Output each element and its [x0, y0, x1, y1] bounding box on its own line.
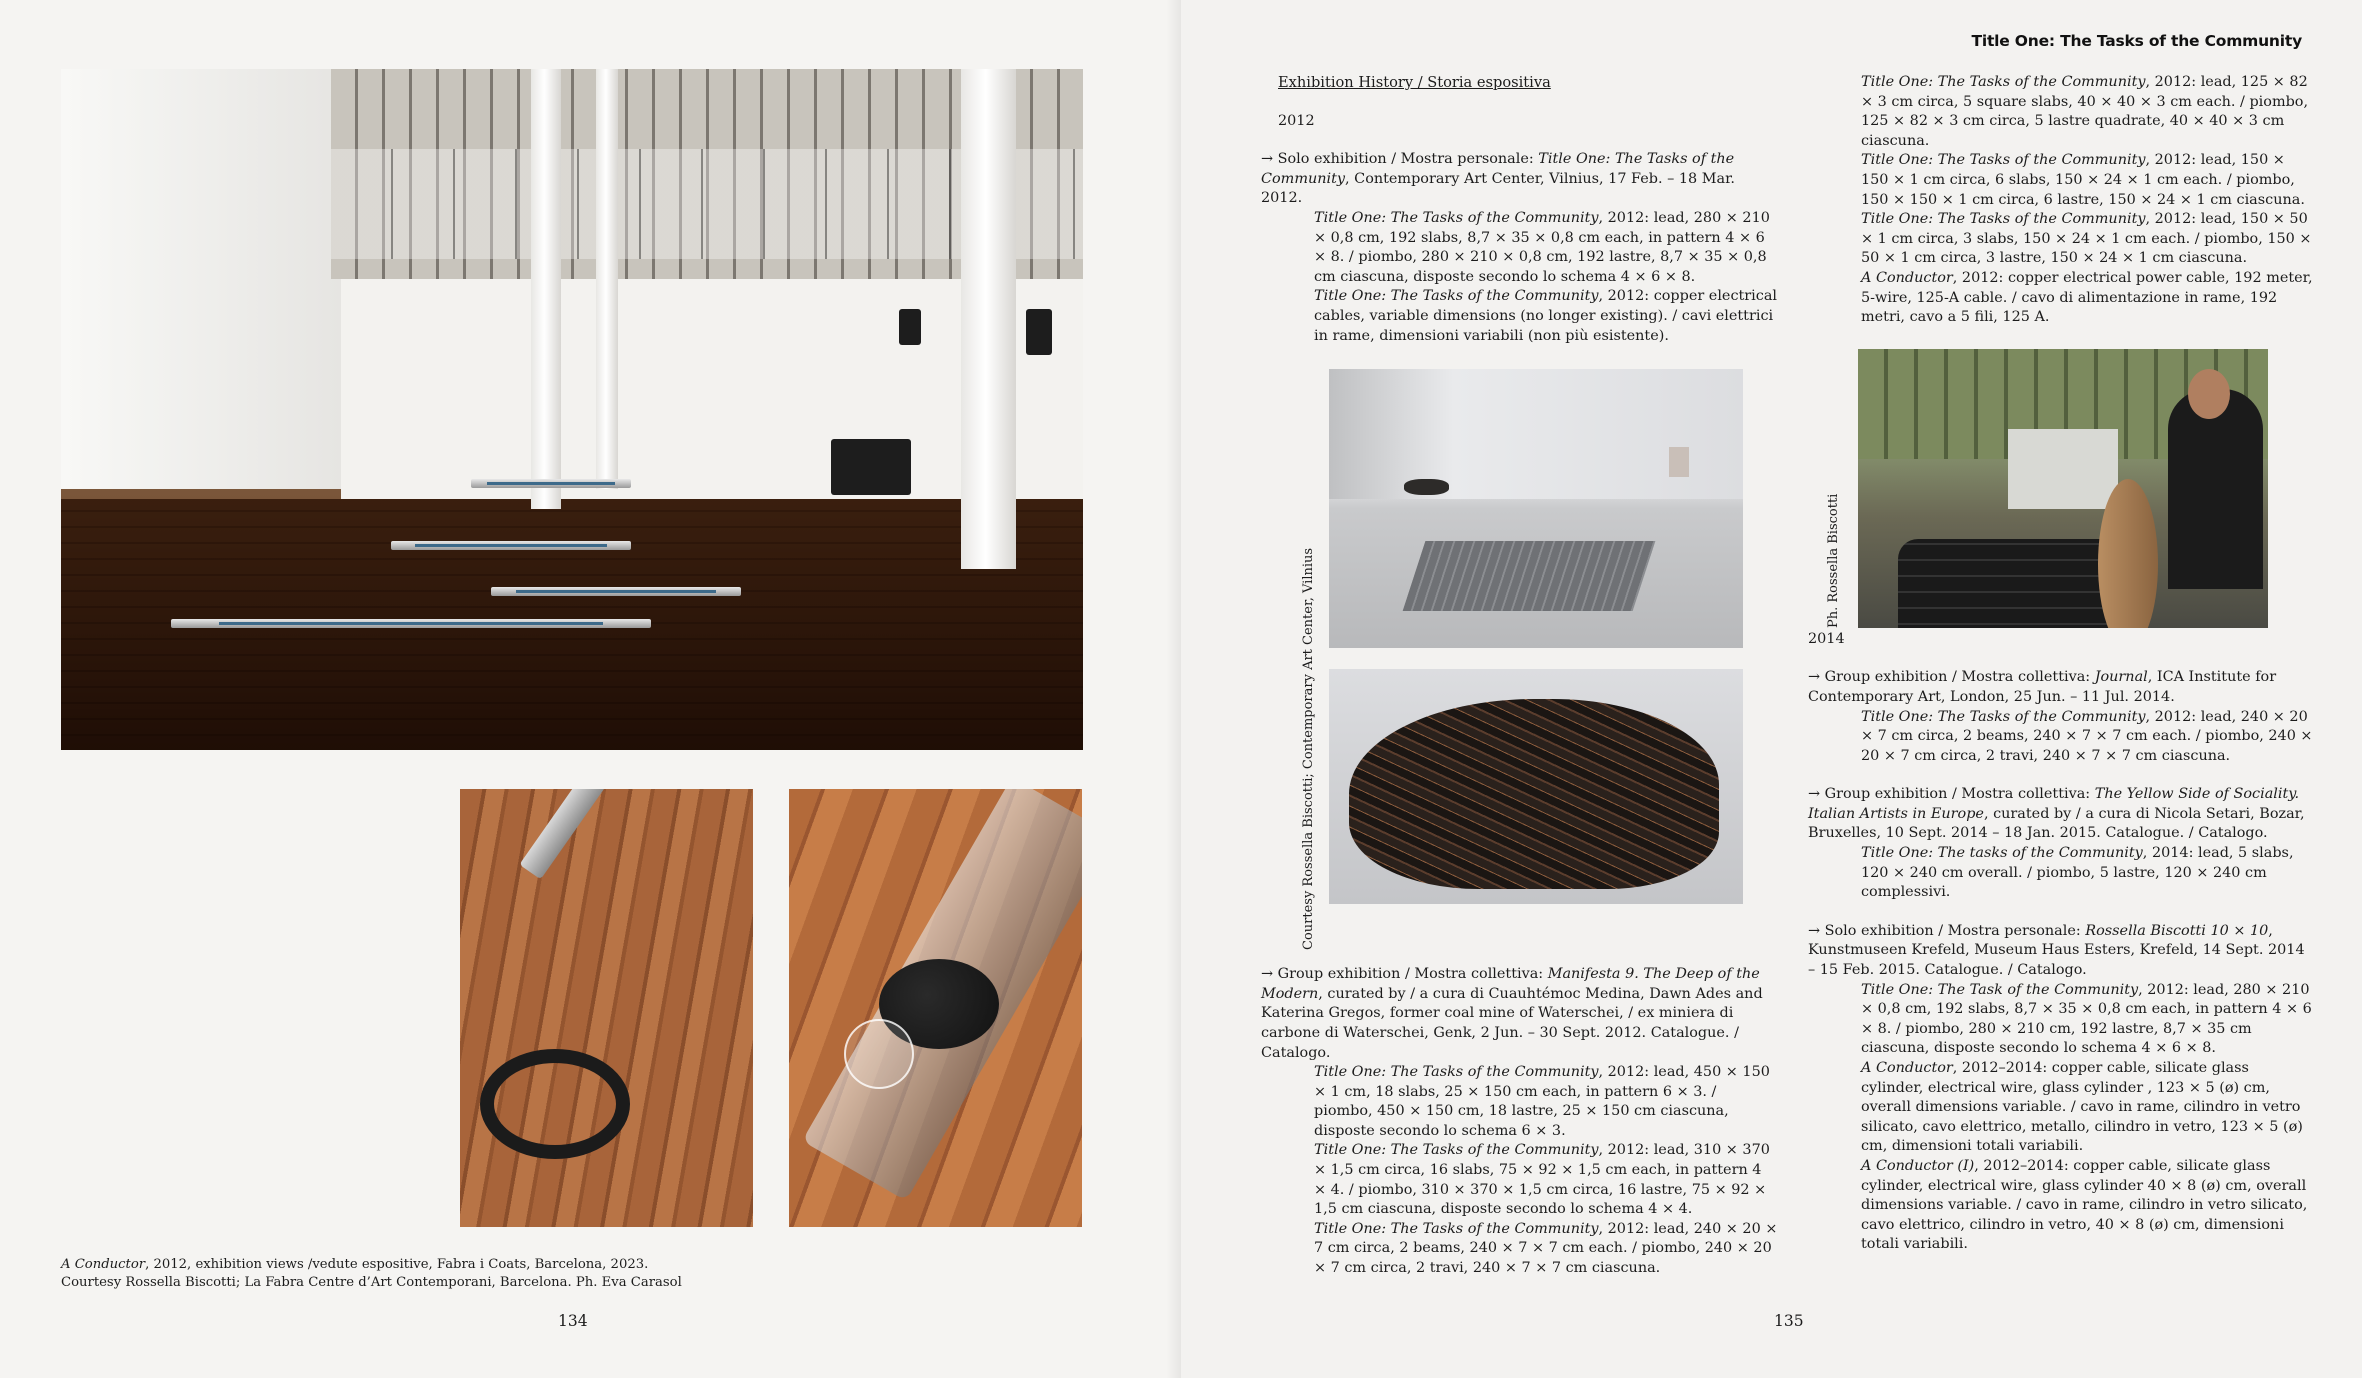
work-item: Title One: The Tasks of the Community, 2012: copper electrical cables, variable dimensions (no longer existing). / cavi elettrici in rame, dimensioni variabili (non più esistente). — [1314, 288, 1778, 344]
page-number-right: 135 — [1774, 1312, 1804, 1330]
work-item: A Conductor, 2012: copper electrical power cable, 192 meter, 5-wire, 125-A cable. / cavo di alimentazione in rame, 192 metri, cavo a 5 fili, 125 A. — [1861, 269, 2313, 326]
vilnius-photo-credit: Courtesy Rossella Biscotti; Contemporary Art Center, Vilnius — [1301, 547, 1316, 950]
vilnius-installation-photo — [1329, 369, 1743, 648]
cable-detail-photo-1 — [460, 789, 753, 1227]
left-photo-caption: A Conductor, 2012, exhibition views /vedute espositive, Fabra i Coats, Barcelona, 2023. Courtesy Rossella Biscotti; La Fabra Centre d’Art Contemporani, Barcelona. Ph. Eva Carasol — [61, 1257, 682, 1290]
cable-pile-photo — [1329, 669, 1743, 904]
cable-detail-photo-2 — [789, 789, 1082, 1227]
genk-photo-credit: Ph. Rossella Biscotti — [1826, 493, 1841, 628]
genk-coal-mine-photo — [1858, 349, 2268, 628]
work-item: Title One: The Tasks of the Community, 2012: lead, 240 × 20 × 7 cm circa, 2 beams, 240 × 7 × 7 cm each. / piombo, 240 × 20 × 7 cm circa, 2 travi, 240 × 7 × 7 cm ciascuna. — [1314, 1220, 1778, 1277]
entry-journal: → Group exhibition / Mostra collettiva: Journal, ICA Institute for Contemporary Art, London, 25 Jun. – 11 Jul. 2014. Title One: The Tasks of the Community, 2012: lead, 240 × 20 × 7 cm circa, 2 beams, 240 × 7 × 7 cm each. / piombo, 240 × 20 × 7 cm circa, 2 travi, 240 × 7 × 7 cm ciascuna. — [1808, 668, 2313, 766]
work-item: Title One: The Tasks of the Community, 2012: lead, 150 × 150 × 1 cm circa, 6 slabs, 150 × 24 × 1 cm each. / piombo, 150 × 150 × 1 cm circa, 6 lastre, 150 × 24 × 1 cm ciascuna. — [1861, 152, 2305, 208]
year-heading-2014: 2014 — [1808, 630, 1845, 647]
year-heading-2012: 2012 — [1278, 112, 1315, 129]
section-heading: Exhibition History / Storia espositiva — [1278, 74, 1551, 91]
entry-vilnius: → Solo exhibition / Mostra personale: Title One: The Tasks of the Community, Contemporary Art Center, Vilnius, 17 Feb. – 18 Mar. 2012. Title One: The Tasks of the Community, 2012: lead, 280 × 210 × 0,8 cm, 192 slabs, 8,7 × 35 × 0,8 cm each, in pattern 4 × 6 × 8. / piombo, 280 × 210 × 0,8 cm, 192 lastre, 8,7 × 35 × 0,8 cm ciascuna, disposte secondo lo schema 4 × 6 × 8. Title One: The Tasks of the Community, 2012: copper electrical cables, variable dimensions (no longer existing). / cavi elettrici in rame, dimensioni variabili (non più esistente). — [1261, 150, 1778, 346]
exhibition-view-photo — [61, 69, 1083, 750]
work-item: Title One: The tasks of the Community, 2014: lead, 5 slabs, 120 × 240 cm overall. / piombo, 5 lastre, 120 × 240 cm complessivi. — [1861, 845, 2294, 901]
page-number-left: 134 — [558, 1312, 588, 1330]
work-item: Title One: The Tasks of the Community, 2012: lead, 150 × 50 × 1 cm circa, 3 slabs, 150 × 24 × 1 cm each. / piombo, 150 × 50 × 1 cm circa, 3 lastre, 150 × 24 × 1 cm ciascuna. — [1861, 211, 2312, 267]
work-item: Title One: The Tasks of the Community, 2012: lead, 125 × 82 × 3 cm circa, 5 square slabs, 40 × 40 × 3 cm each. / piombo, 125 × 82 × 3 cm circa, 5 lastre quadrate, 40 × 40 × 3 cm ciascuna. — [1861, 74, 2309, 149]
work-item: Title One: The Tasks of the Community, 2012: lead, 450 × 150 × 1 cm, 18 slabs, 25 × 150 cm each, in pattern 6 × 3. / piombo, 450 × 150 cm, 18 lastre, 25 × 150 cm ciascuna, disposte secondo lo schema 6 × 3. — [1314, 1064, 1770, 1139]
work-item: Title One: The Tasks of the Community, 2012: lead, 240 × 20 × 7 cm circa, 2 beams, 240 × 7 × 7 cm each. / piombo, 240 × 20 × 7 cm circa, 2 travi, 240 × 7 × 7 cm ciascuna. — [1861, 708, 2313, 764]
work-item: Title One: The Task of the Community, 2012: lead, 280 × 210 × 0,8 cm, 192 slabs, 8,7 × 35 × 0,8 cm each, in pattern 4 × 6 × 8. / piombo, 280 × 210 cm, 192 lastre, 8,7 × 35 cm ciascuna, disposte secondo lo schema 4 × 6 × 8. — [1861, 981, 2312, 1057]
entry-yellow-side: → Group exhibition / Mostra collettiva: The Yellow Side of Sociality. Italian Artists in Europe, curated by / a cura di Nicola Setari, Bozar, Bruxelles, 10 Sept. 2014 – 18 Jan. 2015. Catalogue. / Catalogo. Title One: The tasks of the Community, 2014: lead, 5 slabs, 120 × 240 cm overall. / piombo, 5 lastre, 120 × 240 cm complessivi. — [1808, 785, 2313, 903]
entry-manifesta: → Group exhibition / Mostra collettiva: Manifesta 9. The Deep of the Modern, curated by / a cura di Cuauhtémoc Medina, Dawn Ades and Katerina Gregos, former coal mine of Waterschei, / ex miniera di carbone di Waterschei, Genk, 2 Jun. – 30 Sept. 2012. Catalogue. / Catalogo. Title One: The Tasks of the Community, 2012: lead, 450 × 150 × 1 cm, 18 slabs, 25 × 150 cm each, in pattern 6 × 3. / piombo, 450 × 150 cm, 18 lastre, 25 × 150 cm ciascuna, disposte secondo lo schema 6 × 3. Title One: The Tasks of the Community, 2012: lead, 310 × 370 × 1,5 cm circa, 16 slabs, 75 × 92 × 1,5 cm each, in pattern 4 × 4. / piombo, 310 × 370 × 1,5 cm circa, 16 lastre, 75 × 92 × 1,5 cm ciascuna, disposte secondo lo schema 4 × 4. Title One: The Tasks of the Community, 2012: lead, 240 × 20 × 7 cm circa, 2 beams, 240 × 7 × 7 cm each. / piombo, 240 × 20 × 7 cm circa, 2 travi, 240 × 7 × 7 cm ciascuna. — [1261, 965, 1778, 1279]
running-head: Title One: The Tasks of the Community — [1971, 32, 2302, 50]
entry-krefeld: → Solo exhibition / Mostra personale: Rossella Biscotti 10 × 10, Kunstmuseen Krefeld, Museum Haus Esters, Krefeld, 14 Sept. 2014 – 15 Feb. 2015. Catalogue. / Catalogo. Title One: The Task of the Community, 2012: lead, 280 × 210 × 0,8 cm, 192 slabs, 8,7 × 35 × 0,8 cm each, in pattern 4 × 6 × 8. / piombo, 280 × 210 cm, 192 lastre, 8,7 × 35 cm ciascuna, disposte secondo lo schema 4 × 6 × 8. A Conductor, 2012–2014: copper cable, silicate glass cylinder, electrical wire, glass cylinder , 123 × 5 (ø) cm, overall dimensions variable. / cavo in rame, cilindro in vetro silicato, cavo elettrico, metallo, cilindro in vetro, 123 × 5 (ø) cm, dimensioni totali variabili. A Conductor (I), 2012–2014: copper cable, silicate glass cylinder, electrical wire, glass cylinder 40 × 8 (ø) cm, overall dimensions variable. / cavo in rame, cilindro in vetro silicato, cavo elettrico, cilindro in vetro, 40 × 8 (ø) cm, dimensioni totali variabili. — [1808, 922, 2313, 1255]
history-column-2 — [1808, 73, 2313, 1274]
work-item: Title One: The Tasks of the Community, 2012: lead, 280 × 210 × 0,8 cm, 192 slabs, 8,7 × 35 × 0,8 cm each, in pattern 4 × 6 × 8. / piombo, 280 × 210 × 0,8 cm, 192 lastre, 8,7 × 35 × 0,8 cm ciascuna, disposte secondo lo schema 4 × 6 × 8. — [1314, 209, 1770, 285]
work-item: A Conductor (I), 2012–2014: copper cable, silicate glass cylinder, electrical wire, glass cylinder 40 × 8 (ø) cm, overall dimensions variable. / cavo in rame, cilindro in vetro silicato, cavo elettrico, cilindro in vetro, 40 × 8 (ø) cm, dimensioni totali variabili. — [1861, 1157, 2308, 1253]
work-item: A Conductor, 2012–2014: copper cable, silicate glass cylinder, electrical wire, glass cylinder , 123 × 5 (ø) cm, overall dimensions variable. / cavo in rame, cilindro in vetro silicato, cavo elettrico, metallo, cilindro in vetro, 123 × 5 (ø) cm, dimensioni totali variabili. — [1861, 1060, 2303, 1155]
work-item: Title One: The Tasks of the Community, 2012: lead, 310 × 370 × 1,5 cm circa, 16 slabs, 75 × 92 × 1,5 cm each, in pattern 4 × 4. / piombo, 310 × 370 × 1,5 cm circa, 16 lastre, 75 × 92 × 1,5 cm ciascuna, disposte secondo lo schema 4 × 4. — [1314, 1142, 1770, 1218]
right-page — [1181, 0, 2362, 1378]
